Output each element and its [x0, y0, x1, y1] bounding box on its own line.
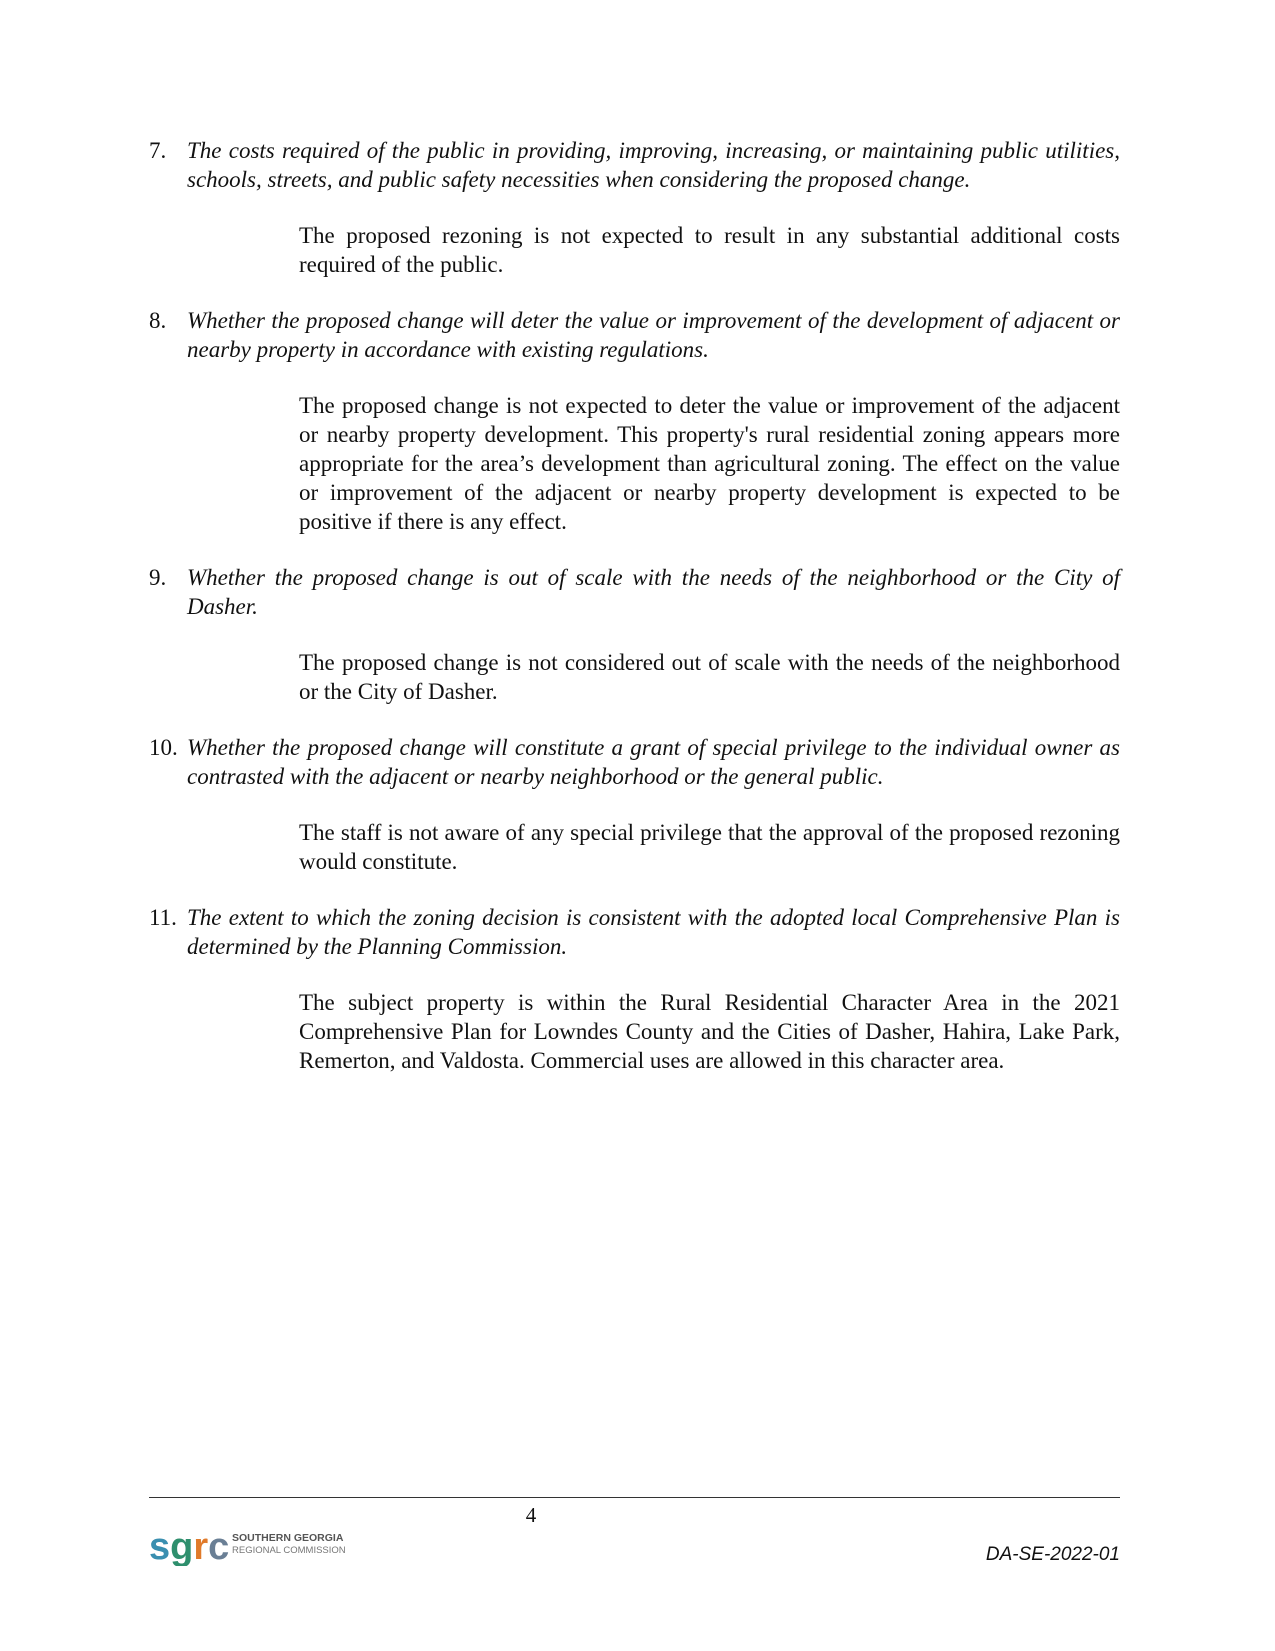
- criterion-answer: The subject property is within the Rural Residential Character Area in the 2021 Comprehensive Plan for Lowndes County and the Cities of Dasher, Hahira, Lake Park, Remerton, and Valdosta. Commercial uses are allowed in this character area.: [299, 990, 1120, 1073]
- criterion-number: 11.: [149, 905, 177, 930]
- logo-line1: SOUTHERN GEORGIA: [232, 1532, 344, 1544]
- criterion-answer: The staff is not aware of any special privilege that the approval of the proposed rezoning would constitute.: [299, 820, 1120, 874]
- criterion-9: [149, 563, 1120, 706]
- criterion-10: [149, 733, 1120, 876]
- svg-text:sgrc: sgrc: [149, 1526, 230, 1566]
- criterion-question: The extent to which the zoning decision is consistent with the adopted local Comprehensive Plan is determined by the Planning Commission.: [187, 905, 1120, 959]
- criterion-number: 10.: [149, 735, 178, 760]
- criterion-answer: The proposed rezoning is not expected to result in any substantial additional costs required of the public.: [299, 223, 1120, 277]
- document-id: DA-SE-2022-01: [985, 1544, 1120, 1565]
- criterion-7: [149, 136, 1120, 279]
- criterion-number: 8.: [149, 308, 167, 333]
- criterion-question: Whether the proposed change is out of scale with the needs of the neighborhood or the City of Dasher.: [187, 565, 1120, 619]
- criterion-question: Whether the proposed change will constitute a grant of special privilege to the individual owner as contrasted with the adjacent or nearby neighborhood or the general public.: [187, 735, 1120, 789]
- criterion-number: 9.: [149, 565, 167, 590]
- footer-divider: [149, 1497, 1120, 1498]
- criterion-8: [149, 306, 1120, 536]
- criterion-answer: The proposed change is not considered out of scale with the needs of the neighborhood or the City of Dasher.: [299, 650, 1120, 704]
- criterion-number: 7.: [149, 138, 167, 163]
- criterion-11: [149, 903, 1120, 1075]
- criterion-question: Whether the proposed change will deter the value or improvement of the development of adjacent or nearby property in accordance with existing regulations.: [187, 308, 1120, 362]
- criterion-question: The costs required of the public in providing, improving, increasing, or maintaining public utilities, schools, streets, and public safety necessities when considering the proposed change.: [187, 138, 1120, 192]
- page-number: 4: [525, 1503, 537, 1527]
- logo-line2: REGIONAL COMMISSION: [232, 1545, 346, 1556]
- sgrc-logo: [149, 1522, 359, 1566]
- criteria-list: [149, 136, 1120, 1102]
- criterion-answer: The proposed change is not expected to deter the value or improvement of the adjacent or nearby property development. This property's rural residential zoning appears more appropriate for the area’s development than agricultural zoning. The effect on the value or improvement of the adjacent or nearby property development is expected to be positive if there is any effect.: [299, 393, 1120, 534]
